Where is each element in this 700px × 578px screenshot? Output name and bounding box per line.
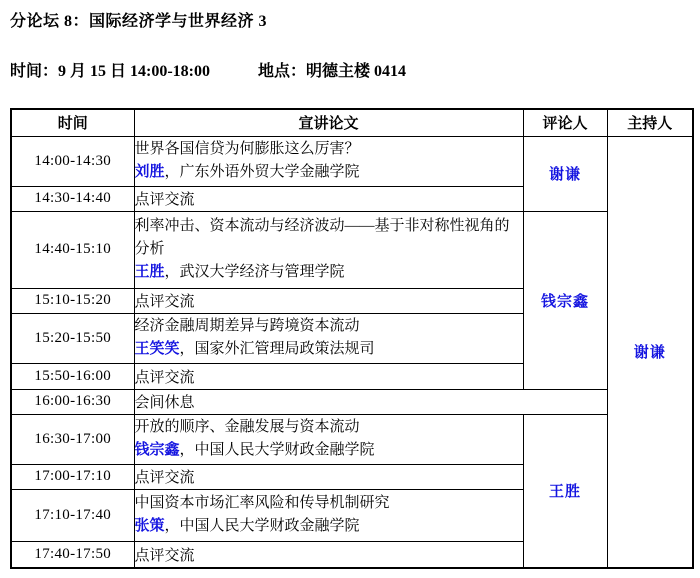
time-cell: 15:50-16:00 bbox=[11, 363, 134, 389]
table-row bbox=[11, 389, 693, 414]
discussion-cell: 点评交流 bbox=[134, 363, 523, 389]
time-cell: 16:00-16:30 bbox=[11, 389, 134, 414]
time-cell: 14:40-15:10 bbox=[11, 211, 134, 288]
presenter-affiliation: ，中国人民大学财政金融学院 bbox=[164, 518, 360, 534]
paper-author-line bbox=[135, 338, 523, 361]
page-title: 分论坛 8：国际经济学与世界经济 3 bbox=[10, 13, 268, 30]
paper-cell bbox=[134, 136, 523, 186]
presenter-affiliation: ，武汉大学经济与管理学院 bbox=[164, 264, 345, 280]
time-cell: 16:30-17:00 bbox=[11, 414, 134, 464]
session-time: 时间：9 月 15 日 14:00-18:00 bbox=[10, 63, 210, 80]
session-info bbox=[10, 58, 406, 81]
presenter-name: 刘胜 bbox=[134, 164, 165, 180]
table-header-row bbox=[11, 109, 693, 136]
presenter-name: 王笑笑 bbox=[134, 341, 180, 357]
time-cell: 15:10-15:20 bbox=[11, 288, 134, 313]
presenter-affiliation: ，中国人民大学财政金融学院 bbox=[179, 442, 375, 458]
time-cell: 17:40-17:50 bbox=[11, 541, 134, 568]
paper-title: 中国资本市场汇率风险和传导机制研究 bbox=[134, 495, 390, 511]
break-cell: 会间休息 bbox=[134, 389, 607, 414]
discussion-cell: 点评交流 bbox=[134, 464, 523, 489]
column-header-commentator: 评论人 bbox=[523, 109, 607, 136]
table-row bbox=[11, 414, 693, 464]
presenter-name: 王胜 bbox=[134, 264, 165, 280]
session-location: 地点：明德主楼 0414 bbox=[258, 63, 407, 80]
discussion-cell: 点评交流 bbox=[134, 541, 523, 568]
chair-cell: 谢谦 bbox=[607, 136, 693, 568]
paper-author-line bbox=[135, 161, 523, 184]
presenter-name: 张策 bbox=[134, 518, 165, 534]
column-header-time: 时间 bbox=[11, 109, 134, 136]
commentator-cell: 王胜 bbox=[523, 414, 607, 568]
paper-author-line bbox=[135, 261, 523, 284]
time-cell: 17:10-17:40 bbox=[11, 489, 134, 541]
paper-title: 开放的顺序、金融发展与资本流动 bbox=[134, 419, 360, 435]
presenter-affiliation: ，国家外汇管理局政策法规司 bbox=[179, 341, 375, 357]
paper-title: 利率冲击、资本流动与经济波动——基于非对称性视角的分析 bbox=[134, 218, 510, 257]
schedule-table bbox=[10, 108, 694, 569]
paper-author-line bbox=[135, 439, 523, 462]
time-cell: 15:20-15:50 bbox=[11, 313, 134, 363]
commentator-cell: 钱宗鑫 bbox=[523, 211, 607, 389]
time-cell: 17:00-17:10 bbox=[11, 464, 134, 489]
time-cell: 14:00-14:30 bbox=[11, 136, 134, 186]
time-cell: 14:30-14:40 bbox=[11, 186, 134, 211]
discussion-cell: 点评交流 bbox=[134, 186, 523, 211]
presenter-name: 钱宗鑫 bbox=[134, 442, 180, 458]
paper-author-line bbox=[135, 515, 523, 538]
column-header-paper: 宣讲论文 bbox=[134, 109, 523, 136]
table-row bbox=[11, 211, 693, 288]
paper-cell bbox=[134, 211, 523, 288]
paper-title: 经济金融周期差异与跨境资本流动 bbox=[134, 318, 360, 334]
column-header-chair: 主持人 bbox=[607, 109, 693, 136]
paper-title: 世界各国信贷为何膨胀这么厉害？ bbox=[134, 141, 360, 157]
paper-cell bbox=[134, 489, 523, 541]
commentator-cell: 谢谦 bbox=[523, 136, 607, 211]
presenter-affiliation: ，广东外语外贸大学金融学院 bbox=[164, 164, 360, 180]
table-row bbox=[11, 136, 693, 186]
paper-cell bbox=[134, 313, 523, 363]
discussion-cell: 点评交流 bbox=[134, 288, 523, 313]
paper-cell bbox=[134, 414, 523, 464]
